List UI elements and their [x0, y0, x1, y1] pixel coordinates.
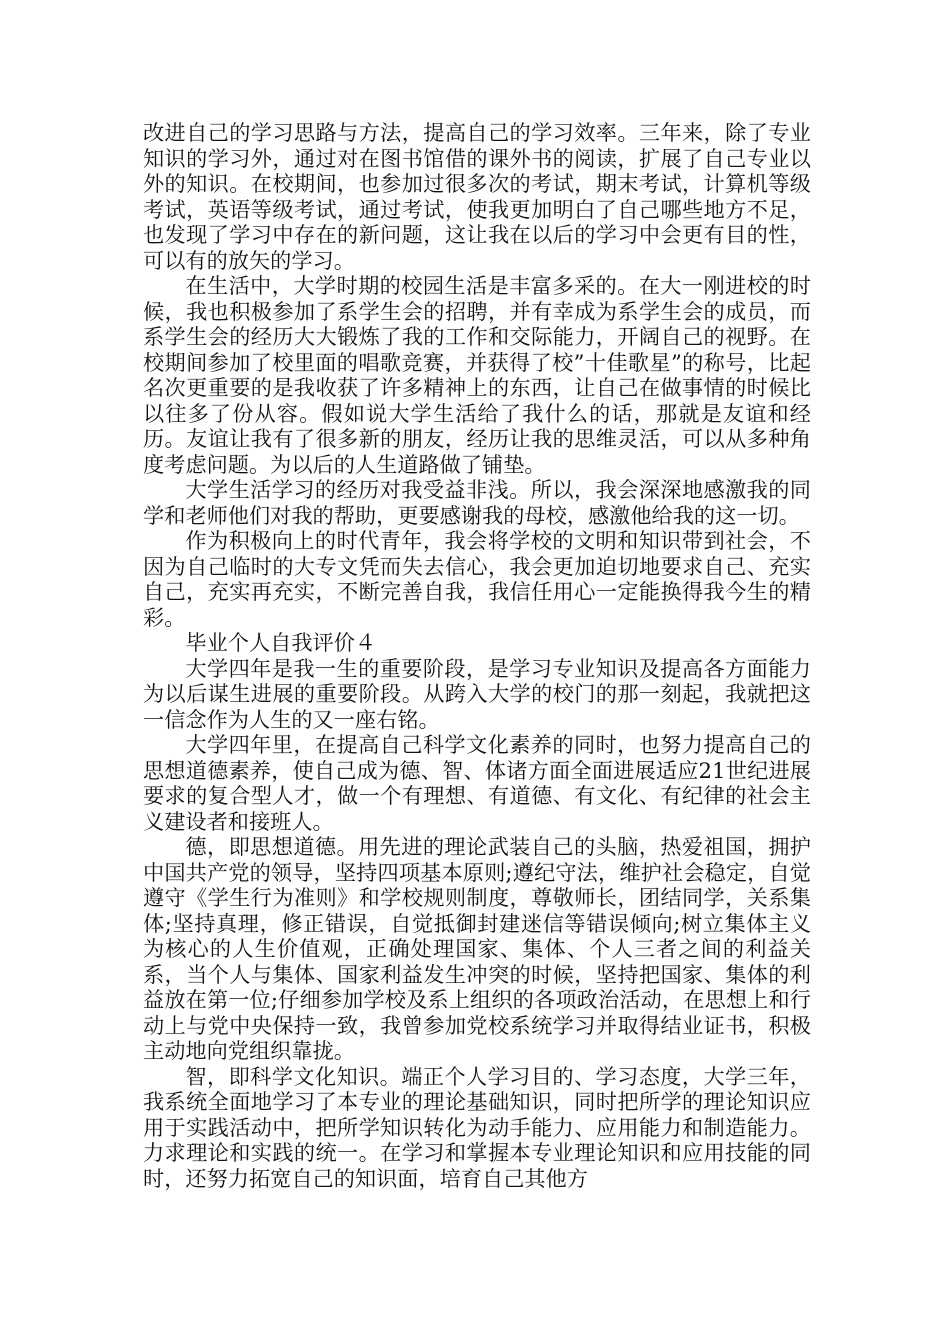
paragraph-6: 大学四年里，在提高自己科学文化素养的同时，也努力提高自己的思想道德素养，使自己成为德、智、体诸方面全面进展适应21世纪进展要求的复合型人才，做一个有理想、有道德、有文化、有纪律的社会主义建设者和接班人。: [143, 732, 811, 834]
paragraph-7: 德，即思想道德。用先进的理论武装自己的头脑，热爱祖国，拥护中国共产党的领导，坚持四项基本原则;遵纪守法，维护社会稳定，自觉遵守《学生行为准则》和学校规则制度，尊敬师长，团结同学，关系集体;坚持真理，修正错误，自觉抵御封建迷信等错误倾向;树立集体主义为核心的人生价值观，正确处理国家、集体、个人三者之间的利益关系，当个人与集体、国家利益发生冲突的时候，坚持把国家、集体的利益放在第一位;仔细参加学校及系上组织的各项政治活动，在思想上和行动上与党中央保持一致，我曾参加党校系统学习并取得结业证书，积极主动地向党组织靠拢。: [143, 834, 811, 1063]
paragraph-1: 改进自己的学习思路与方法，提高自己的学习效率。三年来，除了专业知识的学习外，通过对在图书馆借的课外书的阅读，扩展了自己专业以外的知识。在校期间，也参加过很多次的考试，期末考试，计算机等级考试，英语等级考试，通过考试，使我更加明白了自己哪些地方不足，也发现了学习中存在的新问题，这让我在以后的学习中会更有目的性，可以有的放矢的学习。: [143, 120, 811, 273]
paragraph-2: 在生活中，大学时期的校园生活是丰富多采的。在大一刚进校的时候，我也积极参加了系学生会的招聘，并有幸成为系学生会的成员，而系学生会的经历大大锻炼了我的工作和交际能力，开阔自己的视野。在校期间参加了校里面的唱歌竞赛，并获得了校”十佳歌星”的称号，比起名次更重要的是我收获了许多精神上的东西，让自己在做事情的时候比以往多了份从容。假如说大学生活给了我什么的话，那就是友谊和经历。友谊让我有了很多新的朋友，经历让我的思维灵活，可以从多种角度考虑问题。为以后的人生道路做了铺垫。: [143, 273, 811, 477]
paragraph-8: 智，即科学文化知识。端正个人学习目的、学习态度，大学三年，我系统全面地学习了本专业的理论基础知识，同时把所学的理论知识应用于实践活动中，把所学知识转化为动手能力、应用能力和制造能力。力求理论和实践的统一。在学习和掌握本专业理论知识和应用技能的同时，还努力拓宽自己的知识面，培育自己其他方: [143, 1063, 811, 1191]
paragraph-4: 作为积极向上的时代青年，我会将学校的文明和知识带到社会，不因为自己临时的大专文凭而失去信心，我会更加迫切地要求自己、充实自己，充实再充实，不断完善自我，我信任用心一定能换得我今生的精彩。: [143, 528, 811, 630]
paragraph-5: 大学四年是我一生的重要阶段，是学习专业知识及提高各方面能力为以后谋生进展的重要阶段。从跨入大学的校门的那一刻起，我就把这一信念作为人生的又一座右铭。: [143, 655, 811, 732]
paragraph-3: 大学生活学习的经历对我受益非浅。所以，我会深深地感激我的同学和老师他们对我的帮助，更要感谢我的母校，感激他给我的这一切。: [143, 477, 811, 528]
section-heading: 毕业个人自我评价４: [185, 630, 377, 655]
document-page: [143, 120, 811, 1191]
